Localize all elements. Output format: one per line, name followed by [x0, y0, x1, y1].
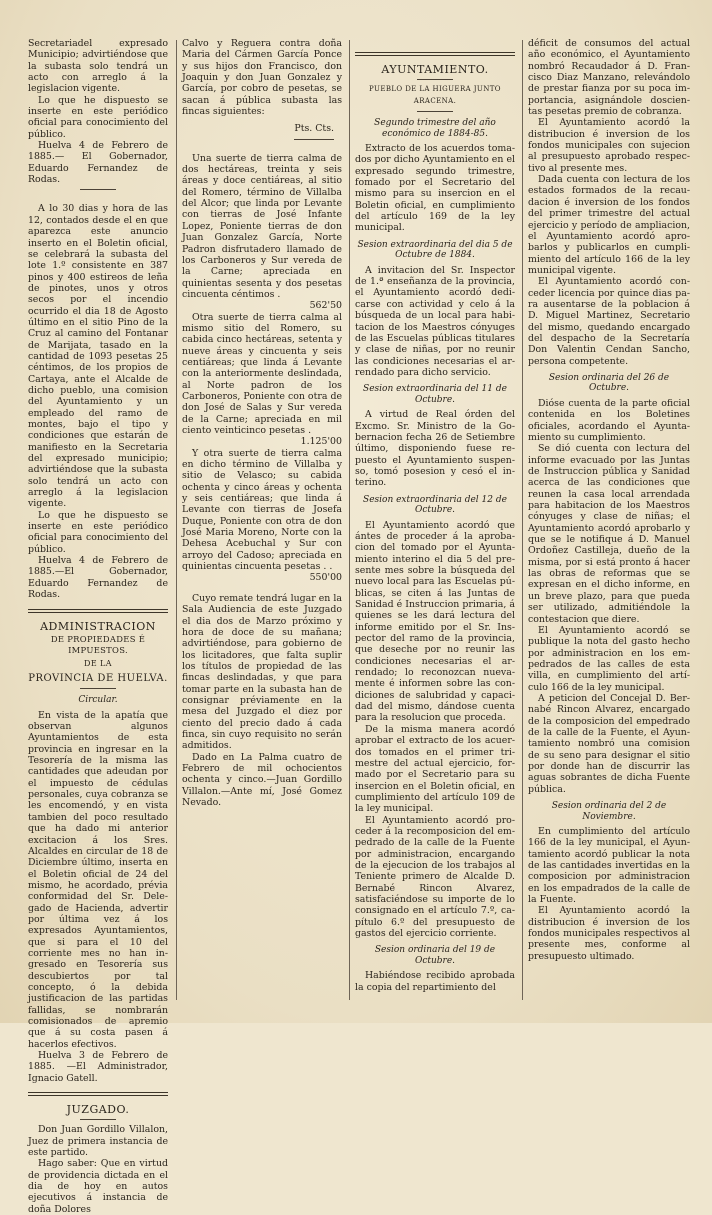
property-amount: 562'50	[309, 300, 342, 312]
separator	[417, 79, 453, 80]
court-text: Don Juan Gordillo Villalon, Juez de primera instancia de este partido.	[28, 1124, 168, 1159]
section-rule	[355, 52, 515, 56]
period-heading: Segundo trimestre del año económico de 1884-85.	[374, 118, 496, 139]
session-text: A virtud de Real órden del Excmo. Sr. Ministro de la Gobernacion fecha 26 de Setiembre último, disponiendo fuese repuesto el Ayuntamiento suspenso, tomó posesion y cesó el interino.	[355, 409, 515, 489]
session-text: El Ayuntamiento acordó conceder licencia por quince dias para ausentarse de la poblacion á D. Miguel Martinez, Secretario del mismo, quedando encargado del despacho de la Secretaría Don Valentin Cendan Sancho, persona competente.	[528, 276, 690, 367]
notice-paragraph: Lo que he dispuesto se inserte en este periódico oficial para conocimiento del público.	[28, 509, 168, 555]
session-heading: Sesion ordinaria del 19 de Octubre.	[374, 945, 496, 966]
property-amount: 1.125'00	[300, 436, 342, 448]
column-1	[28, 38, 168, 1215]
auction-notice: A lo 30 dias y hora de las 12, contados desde el en que aparezca este anuncio inserto en el Boletin oficial, se celebrará la subasta del lote 1.º consistente en 387 pinos y 400 estireos de leña de pinotes, unos y otros secos por el incendio ocurrido el dia 18 de Agosto último en el sitio Pino de la Cruz al camino del Fontanar de Marijata, tasado en la cantidad de 1093 pesetas 25 céntimos, de los propios de Cartaya, ante el Alcalde de dicho pueblo, una comision del Ayuntamiento y un empleado del ramo de montes, bajo el tipo y condiciones que estarán de manifiesto en la Secretaria del expresado municipio; advirtiéndose que la subasta solo tendrá un acto con arreglo á la legislacion vigente.	[28, 203, 168, 510]
notice-signature: Huelva 4 de Febrero de 1885.—El Gobernador, Eduardo Fernandez de Rodas.	[28, 555, 168, 601]
circular-text: En vista de la apatía que observan algunos Ayuntamientos de esta provincia en ingresar en la Tesorería de la misma las cantidades que adeudan por el impuesto de cédulas personales, cuya cobranza se les encomendó, y en vista tambien del poco resultado que ha dado mi anterior excitacion á los Sres. Alcaldes en circular de 18 de Diciembre último, inserta en el Boletin oficial de 24 del mismo, he acordado, prévia conformidad del Sr. Delegado de Hacienda, advertir por última vez á los expresados Ayuntamientos, que si para el 10 del corriente mes no han ingresado en Tesorería sus descubiertos por tal concepto, ó la debida justificacion de las partidas fallidas, se nombrarán comisionados de apremio que á su costa pasen á hacerlos efectivos.	[28, 709, 168, 1050]
circular-signature: Huelva 3 de Febrero de 1885. —El Administrador, Ignacio Gatell.	[28, 1050, 168, 1084]
auction-terms: Cuyo remate tendrá lugar en la Sala Audiencia de este Juzgado el dia dos de Marzo próximo y hora de doce de su mañana; advirtiéndose, para gobierno de los licitadores, que falta suplir los títulos de propiedad de las fincas deslindadas, y que para tomar parte en la subasta han de consignar préviamente en la mesa del Juzgado el diez por ciento del precio dado á cada finca, sin cuyo requisito no serán admitidos.	[182, 592, 342, 752]
court-text: Calvo y Reguera contra doña Maria del Cármen García Ponce y sus hijos don Francisco, don Joaquin y don Juan Gonzalez y García, por cobro de pesetas, se sacan á pública subasta las fincas siguientes:	[182, 38, 342, 118]
notice-tail: Secretariadel expresado Municipio; advirtiéndose que la subasta solo tendrá un acto con arreglo á la legislacion vigente.	[28, 38, 168, 95]
currency-header: Pts. Cts.	[294, 123, 334, 135]
section-subheading: PROVINCIA DE HUELVA.	[28, 672, 168, 684]
section-rule	[28, 1092, 168, 1096]
column-divider	[176, 40, 177, 1000]
session-heading: Sesion extraordinaria del 12 de Octubre.	[363, 494, 507, 516]
town-heading: PUEBLO DE LA HIGUERA JUNTO ARACENA.	[369, 85, 501, 105]
property-item: Otra suerte de tierra calma al mismo sitio del Romero, su cabida cinco hectáreas, setenta y nueve áreas y cincuenta y seis centiáreas; que linda á Levante con la anteriormente deslindada, al Norte padron de los Carboneros, Poniente con otra de don José de Salas y Sur vereda de la Carne; apreciada en mil ciento veinticinco pesetas .	[182, 311, 342, 436]
session-text: En cumplimiento del artículo 166 de la ley municipal, el Ayuntamiento acordó publicar la nota de las cantidades invertidas en la composicion por administracion en los empadrados de la calle de la Fuente.	[528, 826, 690, 906]
section-heading: ADMINISTRACION	[40, 619, 156, 633]
notice-paragraph: Lo que he dispuesto se inserte en este periódico oficial para conocimiento del público.	[28, 94, 168, 140]
property-amount: 550'00	[309, 572, 342, 584]
session-text: El Ayuntamiento acordó que ántes de proceder á la aprobacion del tomado por el Ayuntamiento interino el dia 5 del presente mes sobre la búsqueda del nuevo local para las Escuelas públicas, se citen á las Juntas de Sanidad é Instruccion primaria, á quienes se les dará lectura del informe emitido por el Sr. Inspector del ramo de la provincia, que deseche por no reunir las condiciones necesarias el arrendado; lo reconozcan nuevamente é informen sobre las condiciones de salubridad y capacidad del mismo, dándose cuenta para la resolucion que proceda.	[355, 519, 515, 724]
separator	[294, 139, 334, 140]
column-divider	[522, 40, 523, 1000]
court-text: Hago saber: Que en virtud de providencia dictada en el dia de hoy en autos ejecutivos á instancia de doña Dolores	[28, 1158, 168, 1215]
session-text: Dada cuenta con lectura de los estados formados de la recaudacion é inversion de los fondos del primer trimestre del actual ejercicio y período de ampliacion, el Ayuntamiento acordó aprobarlos y publicarlos en cumplimiento del artículo 166 de la ley municipal vigente.	[528, 174, 690, 276]
extract-intro: Extracto de los acuerdos tomados por dicho Ayuntamiento en el expresado segundo trimestre, fomado por el Secretario del mismo para su insercion en el Boletin oficial, en cumplimiento del artículo 169 de la ley municipal.	[355, 143, 515, 234]
separator	[417, 111, 453, 112]
session-text: El Ayuntamiento acordó proceder á la recomposicion del empedrado de la calle de la Fuente por administracion, encargando de la ejecucion de los trabajos al Teniente primero de Alcalde D. Bernabé Rincon Alvarez, satisfaciéndose su importe de lo consignado en el artículo 7.º, capítulo 6.º del presupuesto de gastos del ejercicio corriente.	[355, 814, 515, 939]
notice-signature: Huelva 4 de Febrero de 1885.— El Gobernador, Eduardo Fernandez de Rodas.	[28, 140, 168, 186]
separator	[80, 189, 116, 190]
column-3	[355, 38, 515, 1013]
session-text: El Ayuntamiento acordó se publique la nota del gasto hecho por administracion en los empedrados de las calles de esta villa, en cumplimiento del artículo 166 de la ley municipal.	[528, 624, 690, 693]
session-heading: Sesion extraordinaria del dia 5 de Octubre de 1884.	[357, 239, 513, 261]
session-heading: Sesion extraordinaria del 11 de Octubre.	[363, 384, 507, 405]
section-subheading: DE LA	[84, 658, 112, 668]
session-text: Se dió cuenta con lectura del informe evacuado por las Juntas de Instruccion pública y Sanidad acerca de las condiciones que reunen la casa local arrendada para habitacion de los Maestros cónyuges y clase de niñas; el Ayuntamiento acordó aprobarlo y que se le notifique á D. Manuel Ordoñez Castilleja, dueño de la misma, por si está pronto á hacer las obras de reformas que se expresan en el dicho informe, en un breve plazo, para que pueda ser utilizado, admitiéndole la contestacion que diere.	[528, 443, 690, 625]
property-item: Y otra suerte de tierra calma en dicho término de Villalba y sitio de Velasco; su cabida ochenta y cinco áreas y ochenta y seis centiáreas; que linda á Levante con tierras de Josefa Duque, Poniente con otra de don José Maria Moreno, Norte con la Dehesa Acebuchal y Sur con arroyo del Cadoso; apreciada en quinientas cincuenta pesetas . .	[182, 447, 342, 573]
property-item: Una suerte de tierra calma de dos hectáreas, treinta y seis áreas y doce centiáreas, al sitio del Romero, término de Villalba del Alcor; que linda por Levante con tierras de José Infante Lopez, Poniente tierras de don Juan Gonzalez García, Norte Padron disfrutadero llamado de los Carboneros y Sur vereda de la Carne; apreciada en quinientas sesenta y dos pesetas cincuenta céntimos .	[182, 152, 342, 300]
session-text: De la misma manera acordó aprobar el extracto de los acuerdos tomados en el primer trimestre del actual ejercicio, formado por el Secretario para su insercion en el Boletin oficial, en cumplimiento del artículo 109 de la ley municipal.	[355, 723, 515, 815]
section-subheading: DE PROPIEDADES É IMPUESTOS.	[50, 633, 146, 656]
separator	[80, 1119, 116, 1120]
session-text: Habiéndose recibido aprobada la copia del repartimiento del	[355, 970, 515, 993]
column-4	[528, 38, 690, 1013]
circular-title: Circular.	[78, 695, 118, 706]
session-text: déficit de consumos del actual año económico, el Ayuntamiento nombró Recaudador á D. Francisco Diaz Manzano, relevándolo de prestar fianza por su poca importancia, asignándole doscientas pesetas premio de cobranza.	[528, 38, 690, 118]
session-text: Dióse cuenta de la parte oficial contenida en los Boletines oficiales, acordando el Ayuntamiento su cumplimiento.	[528, 397, 690, 443]
section-rule	[28, 609, 168, 613]
section-heading: JUZGADO.	[66, 1103, 130, 1117]
column-divider	[349, 40, 350, 1000]
session-heading: Sesion ordinaria del 2 de Noviembre.	[551, 801, 667, 822]
session-heading: Sesion ordinaria del 26 de Octubre.	[548, 372, 670, 394]
section-heading: AYUNTAMIENTO.	[381, 63, 489, 76]
column-2	[182, 38, 342, 1013]
separator	[80, 688, 116, 689]
session-text: A invitacion del Sr. Inspector de 1.ª enseñanza de la provincia, el Ayuntamiento acordó dedicarse con actividad y celo á la búsqueda de un local para habitacion de los Maestros cónyuges de las Escuelas públicas titulares y clase de niñas, por no reunir las condiciones necesarias el arrendado para dicho servicio.	[355, 264, 515, 378]
session-text: El Ayuntamiento acordó la distribucion é inversion de los fondos municipales respectivos al presente mes, conforme al presupuesto ultimado.	[528, 905, 690, 962]
session-text: A peticion del Concejal D. Bernabé Rincon Alvarez, encargado de la composicion del empedrado de la calle de la Fuente, el Ayuntamiento nombró una comision de su seno para designar el sitio por donde han de discurrir las aguas sobrantes de dicha Fuente pública.	[528, 692, 690, 795]
court-signature: Dado en La Palma cuatro de Febrero de mil ochocientos ochenta y cinco.—Juan Gordillo Villalon.—Ante mí, José Gomez Nevado.	[182, 751, 342, 808]
session-text: El Ayuntamiento acordó la distribucion é inversion de los fondos municipales con sujecion al presupuesto aprobado respectivo al presente mes.	[528, 117, 690, 174]
